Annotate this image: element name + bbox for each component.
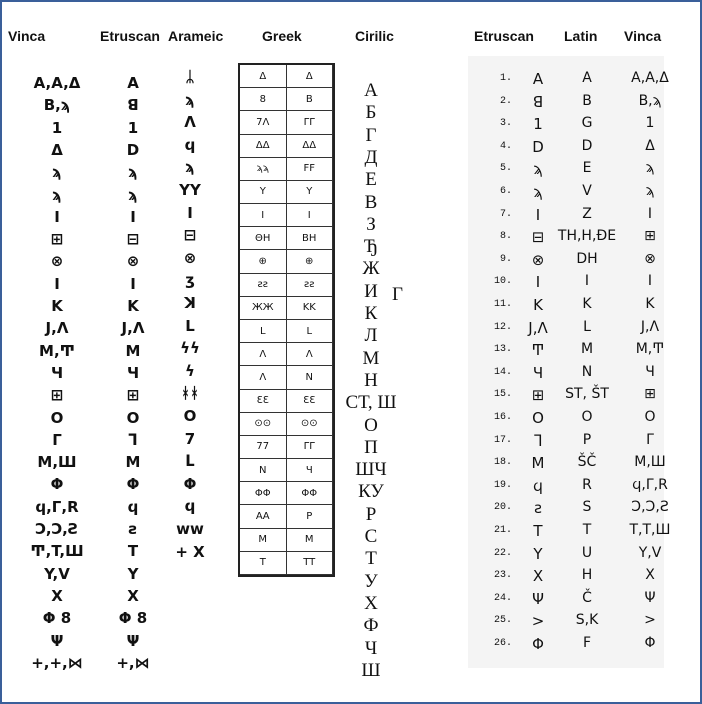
greek-cell: Ч — [287, 459, 334, 482]
cirilic-letter: Ж — [362, 258, 380, 280]
latin-letter: P — [582, 431, 592, 448]
row-number: 24. — [493, 592, 512, 604]
latin-letter: E — [582, 160, 592, 177]
latin-letter: V — [582, 183, 592, 199]
vinca-symbol: Γ — [52, 430, 62, 449]
vinca-symbol: ϥ,Γ,R — [35, 497, 79, 516]
right-vinca-symbol: ϡ — [645, 183, 655, 199]
greek-cell: L — [240, 320, 287, 343]
arameic-symbol: ᚼᚼ — [180, 384, 199, 403]
row-number: 6. — [499, 186, 512, 197]
etruscan-symbol: M — [125, 341, 141, 360]
etruscan-symbol: 1 — [127, 118, 139, 137]
right-etruscan-symbol: I — [535, 205, 541, 224]
greek-cell: ϜϜ — [287, 158, 334, 181]
cirilic-letter: Т — [365, 548, 377, 570]
greek-cell: L — [287, 320, 334, 343]
right-vinca-symbol: ⊞ — [644, 386, 656, 403]
right-vinca-symbol: X — [645, 567, 655, 584]
right-etruscan-symbol: ꓭ — [532, 92, 544, 111]
right-vinca-symbol: Δ — [645, 137, 655, 154]
vinca-symbol: O — [50, 408, 64, 427]
etruscan-symbol: ⊟ — [126, 230, 140, 249]
latin-letter: D — [581, 137, 593, 154]
vinca-symbol: ⊞ — [50, 386, 64, 405]
greek-cell: I — [240, 204, 287, 227]
latin-letter: T — [582, 522, 592, 538]
vinca-symbol: A,A,Δ — [33, 74, 81, 92]
greek-cell: ΦΦ — [287, 482, 334, 505]
row-number: 22. — [493, 547, 512, 559]
vinca-symbol: J,Λ — [45, 319, 69, 338]
arameic-symbol: ϡ — [185, 90, 195, 109]
vinca-symbol: 1 — [51, 118, 63, 137]
cirilic-letter: О — [364, 414, 378, 436]
vinca-symbol: ⊞ — [50, 230, 64, 249]
row-number: 18. — [493, 457, 512, 469]
latin-letter: TH,H,ĐE — [557, 228, 617, 245]
etruscan-symbol: I — [130, 274, 136, 293]
cirilic-letter: С — [364, 526, 378, 547]
header-arameic: Arameic — [168, 28, 224, 44]
latin-letter: S — [582, 499, 592, 516]
row-number: 25. — [493, 615, 512, 627]
etruscan-symbol: T — [127, 542, 139, 561]
vinca-symbol: Φ — [50, 475, 64, 494]
etruscan-symbol: +,⋈ — [116, 653, 150, 672]
etruscan-symbol: J,Λ — [121, 319, 145, 338]
greek-cell: ƨƨ — [287, 274, 334, 297]
greek-cell: ϡϡ — [240, 158, 287, 181]
greek-cell: ΔΔ — [240, 135, 287, 158]
latin-letter: Č — [582, 589, 592, 606]
latin-letter: M — [580, 341, 594, 358]
right-etruscan-symbol: D — [532, 137, 544, 156]
vinca-symbol: Δ — [51, 140, 63, 159]
etruscan-symbol: D — [126, 140, 140, 159]
latin-letter: G — [581, 115, 593, 132]
etruscan-symbol: Ч — [126, 363, 140, 382]
cirilic-letter: ШЧ — [355, 459, 387, 481]
etruscan-symbol: ϡ — [128, 163, 138, 182]
latin-letter: Z — [582, 205, 592, 222]
right-etruscan-symbol: O — [532, 409, 544, 427]
right-etruscan-symbol: ϡ — [533, 183, 543, 201]
row-number: 4. — [499, 140, 512, 152]
arameic-symbol: ϟ — [185, 361, 195, 380]
row-number: 14. — [493, 366, 512, 378]
greek-cell: ƨƨ — [240, 274, 287, 297]
right-vinca-symbol: ⊞ — [644, 228, 656, 245]
etruscan-symbol: Y — [127, 564, 139, 583]
greek-cell: M — [240, 529, 287, 552]
right-etruscan-symbol: ⊟ — [531, 228, 545, 247]
vinca-symbol: ϡ — [52, 163, 62, 182]
cirilic-letter: Х — [364, 592, 378, 614]
vinca-symbol: Y,V — [44, 564, 70, 583]
row-number: 5. — [499, 163, 512, 175]
vinca-symbol: ⊗ — [50, 252, 64, 271]
row-number: 12. — [493, 321, 512, 333]
right-etruscan-symbol: ⊞ — [531, 386, 545, 405]
latin-letter: ŠČ — [577, 454, 597, 471]
arameic-symbol: L — [185, 316, 195, 335]
row-number: 21. — [493, 525, 512, 536]
latin-letter: B — [582, 92, 592, 109]
greek-cell: N — [240, 459, 287, 482]
latin-letter: ST, ŠT — [565, 386, 609, 403]
header-etruscan-right: Etruscan — [474, 28, 534, 44]
right-etruscan-symbol: M — [531, 454, 545, 473]
greek-cell: N — [287, 366, 334, 389]
right-vinca-symbol: K — [645, 296, 655, 312]
latin-letter: H — [581, 567, 593, 584]
cirilic-letter: Н — [364, 369, 378, 391]
arameic-symbol: ϟϟ — [180, 339, 200, 358]
row-number: 7. — [499, 208, 512, 220]
right-vinca-symbol: B,ϡ — [638, 92, 662, 109]
right-etruscan-symbol: Ч — [532, 363, 544, 382]
cirilic-letter: Ш — [361, 659, 381, 681]
right-etruscan-symbol: Ͳ — [531, 341, 545, 360]
cirilic-letter: Ђ — [363, 236, 379, 258]
right-vinca-symbol: I — [647, 273, 653, 290]
right-etruscan-symbol: Ψ — [532, 589, 544, 608]
greek-cell: TT — [287, 552, 334, 575]
right-etruscan-symbol: ᒣ — [533, 431, 543, 450]
right-vinca-symbol: M,Ш — [634, 454, 666, 471]
right-vinca-symbol: Γ — [646, 431, 654, 448]
arameic-symbol: 7 — [184, 429, 196, 448]
header-cirilic: Cirilic — [355, 28, 394, 44]
greek-cell: B — [287, 88, 334, 111]
greek-cell: ΔΔ — [287, 135, 334, 158]
cirilic-letter: З — [366, 213, 376, 235]
greek-cell: ΑΑ — [240, 505, 287, 528]
right-etruscan-symbol: I — [535, 273, 541, 292]
greek-cell: Y — [287, 181, 334, 204]
row-number: 15. — [493, 389, 512, 401]
cirilic-letter: Ч — [364, 637, 378, 659]
right-etruscan-symbol: Φ — [532, 635, 544, 653]
etruscan-symbol: Φ 8 — [118, 609, 148, 628]
latin-letter: A — [582, 70, 592, 86]
etruscan-symbol: ƨ — [128, 520, 138, 538]
arameic-symbol: ᒪ — [185, 452, 195, 471]
etruscan-symbol: K — [127, 297, 139, 315]
etruscan-symbol: O — [126, 408, 140, 427]
latin-letter: F — [582, 635, 592, 651]
vinca-symbol: B,ϡ — [43, 96, 71, 115]
right-etruscan-symbol: T — [533, 522, 543, 540]
right-vinca-symbol: ϥ,Γ,R — [632, 476, 668, 493]
arameic-symbol: ϥ — [184, 497, 196, 516]
greek-table — [238, 63, 335, 577]
arameic-symbol: ʒ — [185, 271, 195, 290]
cirilic-letter: К — [364, 303, 378, 324]
row-number: 20. — [493, 502, 512, 514]
cirilic-letter: П — [364, 436, 378, 458]
latin-letter: O — [581, 409, 593, 425]
right-etruscan-symbol: > — [531, 612, 545, 631]
etruscan-symbol: ⊗ — [126, 252, 140, 271]
latin-letter: U — [581, 544, 593, 561]
greek-cell: P — [287, 505, 334, 528]
latin-letter: R — [582, 476, 592, 493]
vinca-symbol: Ͻ,Ͻ,Ƨ — [35, 520, 79, 538]
header-vinca-left: Vinca — [8, 28, 46, 44]
etruscan-symbol: ⊞ — [126, 386, 140, 405]
greek-cell: ΓΓ — [287, 436, 334, 459]
right-vinca-symbol: M,Ͳ — [635, 341, 665, 358]
greek-cell: I — [287, 204, 334, 227]
right-etruscan-symbol: ƨ — [534, 499, 542, 518]
right-vinca-symbol: J,Λ — [640, 318, 660, 335]
right-vinca-symbol: 1 — [645, 115, 655, 132]
cirilic-letter: И — [364, 280, 378, 302]
vinca-symbol: M,Ͳ — [39, 341, 75, 360]
greek-cell: Y — [240, 181, 287, 204]
row-number: 10. — [493, 276, 512, 288]
right-etruscan-symbol: ϥ — [533, 476, 543, 495]
vinca-symbol: M,Ш — [37, 453, 77, 472]
row-number: 19. — [493, 479, 512, 491]
latin-letter: K — [582, 296, 592, 312]
cirilic-letter: В — [364, 191, 378, 213]
greek-cell: BH — [287, 227, 334, 250]
cirilic-letter: А — [364, 80, 378, 101]
cirilic-letter: Ф — [363, 615, 379, 637]
latin-letter: L — [583, 318, 591, 335]
latin-letter: N — [581, 363, 593, 380]
arameic-symbol: I — [187, 203, 193, 222]
right-vinca-symbol: ⊗ — [644, 250, 656, 267]
row-number: 1. — [499, 73, 512, 84]
arameic-symbol: ⊗ — [183, 248, 197, 267]
header-etruscan-left: Etruscan — [100, 28, 160, 44]
right-vinca-symbol: A,A,Δ — [631, 70, 669, 86]
cirilic-letter: Г — [365, 124, 377, 146]
greek-cell: KK — [287, 297, 334, 320]
right-vinca-symbol: Φ — [644, 635, 656, 651]
right-etruscan-symbol: J,Λ — [528, 318, 548, 337]
etruscan-symbol: X — [127, 586, 139, 605]
latin-letter: S,K — [575, 612, 599, 629]
greek-cell: Δ — [287, 65, 334, 88]
right-vinca-symbol: O — [644, 409, 656, 425]
vinca-symbol: Ψ — [50, 631, 64, 650]
row-number: 2. — [499, 95, 512, 107]
right-vinca-symbol: Y,V — [638, 544, 662, 561]
greek-cell: ⊙⊙ — [240, 413, 287, 436]
right-etruscan-symbol: ⊗ — [531, 250, 545, 269]
row-number: 8. — [499, 231, 512, 243]
greek-cell: M — [287, 529, 334, 552]
arameic-symbol: + X — [175, 542, 205, 561]
right-etruscan-symbol: A — [532, 70, 544, 88]
cirilic-letter: М — [362, 347, 380, 369]
arameic-symbol: Λ — [184, 113, 196, 132]
right-etruscan-symbol: Y — [533, 544, 543, 563]
arameic-symbol: ϡ — [185, 158, 195, 177]
vinca-symbol: X — [51, 586, 63, 605]
cirilic-letter: Л — [364, 325, 378, 347]
greek-cell: ⊕ — [240, 250, 287, 273]
etruscan-symbol: ꓭ — [127, 96, 139, 115]
row-number: 9. — [499, 253, 512, 265]
latin-letter: DH — [576, 250, 598, 267]
latin-letter: I — [584, 273, 590, 290]
greek-cell: ⊙⊙ — [287, 413, 334, 436]
right-vinca-symbol: > — [644, 612, 656, 629]
vinca-symbol: K — [51, 297, 63, 315]
row-number: 16. — [493, 412, 512, 423]
cirilic-letter: Е — [365, 169, 377, 191]
row-number: 26. — [493, 638, 512, 649]
vinca-symbol: I — [54, 207, 60, 226]
greek-cell: ⊕ — [287, 250, 334, 273]
right-etruscan-symbol: X — [532, 567, 544, 586]
vinca-symbol: Ͳ,T,Ш — [30, 542, 84, 561]
right-vinca-symbol: ϡ — [645, 160, 655, 177]
greek-cell: ƐƐ — [240, 390, 287, 413]
right-etruscan-symbol: ϡ — [533, 160, 543, 179]
arameic-symbol: ᛦ — [185, 68, 195, 86]
etruscan-symbol: ϥ — [127, 497, 139, 516]
header-greek: Greek — [262, 28, 302, 44]
arameic-symbol: O — [183, 407, 197, 425]
right-etruscan-symbol: K — [533, 296, 543, 314]
greek-cell: Δ — [240, 65, 287, 88]
row-number: 11. — [493, 299, 512, 310]
row-number: 17. — [493, 434, 512, 446]
right-vinca-symbol: I — [647, 205, 653, 222]
greek-cell: 77 — [240, 436, 287, 459]
cirilic-letter: СТ, Ш — [345, 392, 397, 414]
arameic-symbol: ꓘ — [184, 294, 196, 312]
greek-cell: Λ — [240, 343, 287, 366]
etruscan-symbol: I — [130, 207, 136, 226]
right-vinca-symbol: T,T,Ш — [629, 522, 671, 538]
etruscan-symbol: Φ — [126, 475, 140, 494]
right-vinca-symbol: Ч — [645, 363, 655, 380]
right-vinca-symbol: Ψ — [644, 589, 656, 606]
header-latin: Latin — [564, 28, 598, 44]
cirilic-letter: Р — [365, 503, 377, 525]
greek-cell: ЖЖ — [240, 297, 287, 320]
row-number: 3. — [499, 118, 512, 130]
arameic-symbol: ww — [176, 520, 204, 538]
vinca-symbol: +,+,⋈ — [31, 653, 83, 672]
row-number: 23. — [493, 570, 512, 582]
vinca-symbol: ϡ — [52, 185, 62, 204]
greek-cell: ΘH — [240, 227, 287, 250]
arameic-symbol: Φ — [183, 474, 197, 493]
greek-cell: T — [240, 552, 287, 575]
vinca-symbol: I — [54, 274, 60, 293]
cirilic-letter: Д — [364, 146, 378, 168]
greek-cell: ΓΓ — [287, 111, 334, 134]
greek-cell: Λ — [240, 366, 287, 389]
cirilic-letter: У — [364, 570, 378, 592]
cirilic-letter: КУ — [358, 481, 384, 503]
greek-cell: Λ — [287, 343, 334, 366]
cirilic-extra-letter: Г — [392, 284, 403, 305]
vinca-symbol: Φ 8 — [42, 609, 72, 628]
etruscan-symbol: A — [127, 74, 139, 92]
greek-cell: ΦΦ — [240, 482, 287, 505]
arameic-symbol: YY — [179, 181, 201, 199]
arameic-symbol: ϥ — [184, 135, 196, 154]
arameic-symbol: ⊟ — [183, 226, 197, 245]
row-number: 13. — [493, 344, 512, 356]
etruscan-symbol: ᒣ — [128, 430, 138, 449]
vinca-symbol: Ч — [50, 363, 64, 382]
etruscan-symbol: M — [125, 453, 141, 472]
etruscan-symbol: Ψ — [126, 631, 140, 650]
header-vinca-right: Vinca — [624, 28, 662, 44]
right-etruscan-symbol: 1 — [533, 115, 543, 134]
right-vinca-symbol: Ͻ,Ͻ,Ƨ — [631, 499, 669, 516]
cirilic-letter: Б — [365, 102, 377, 124]
greek-cell: 7Λ — [240, 111, 287, 134]
greek-cell: 8 — [240, 88, 287, 111]
greek-cell: ƐƐ — [287, 390, 334, 413]
etruscan-symbol: ϡ — [128, 185, 138, 204]
